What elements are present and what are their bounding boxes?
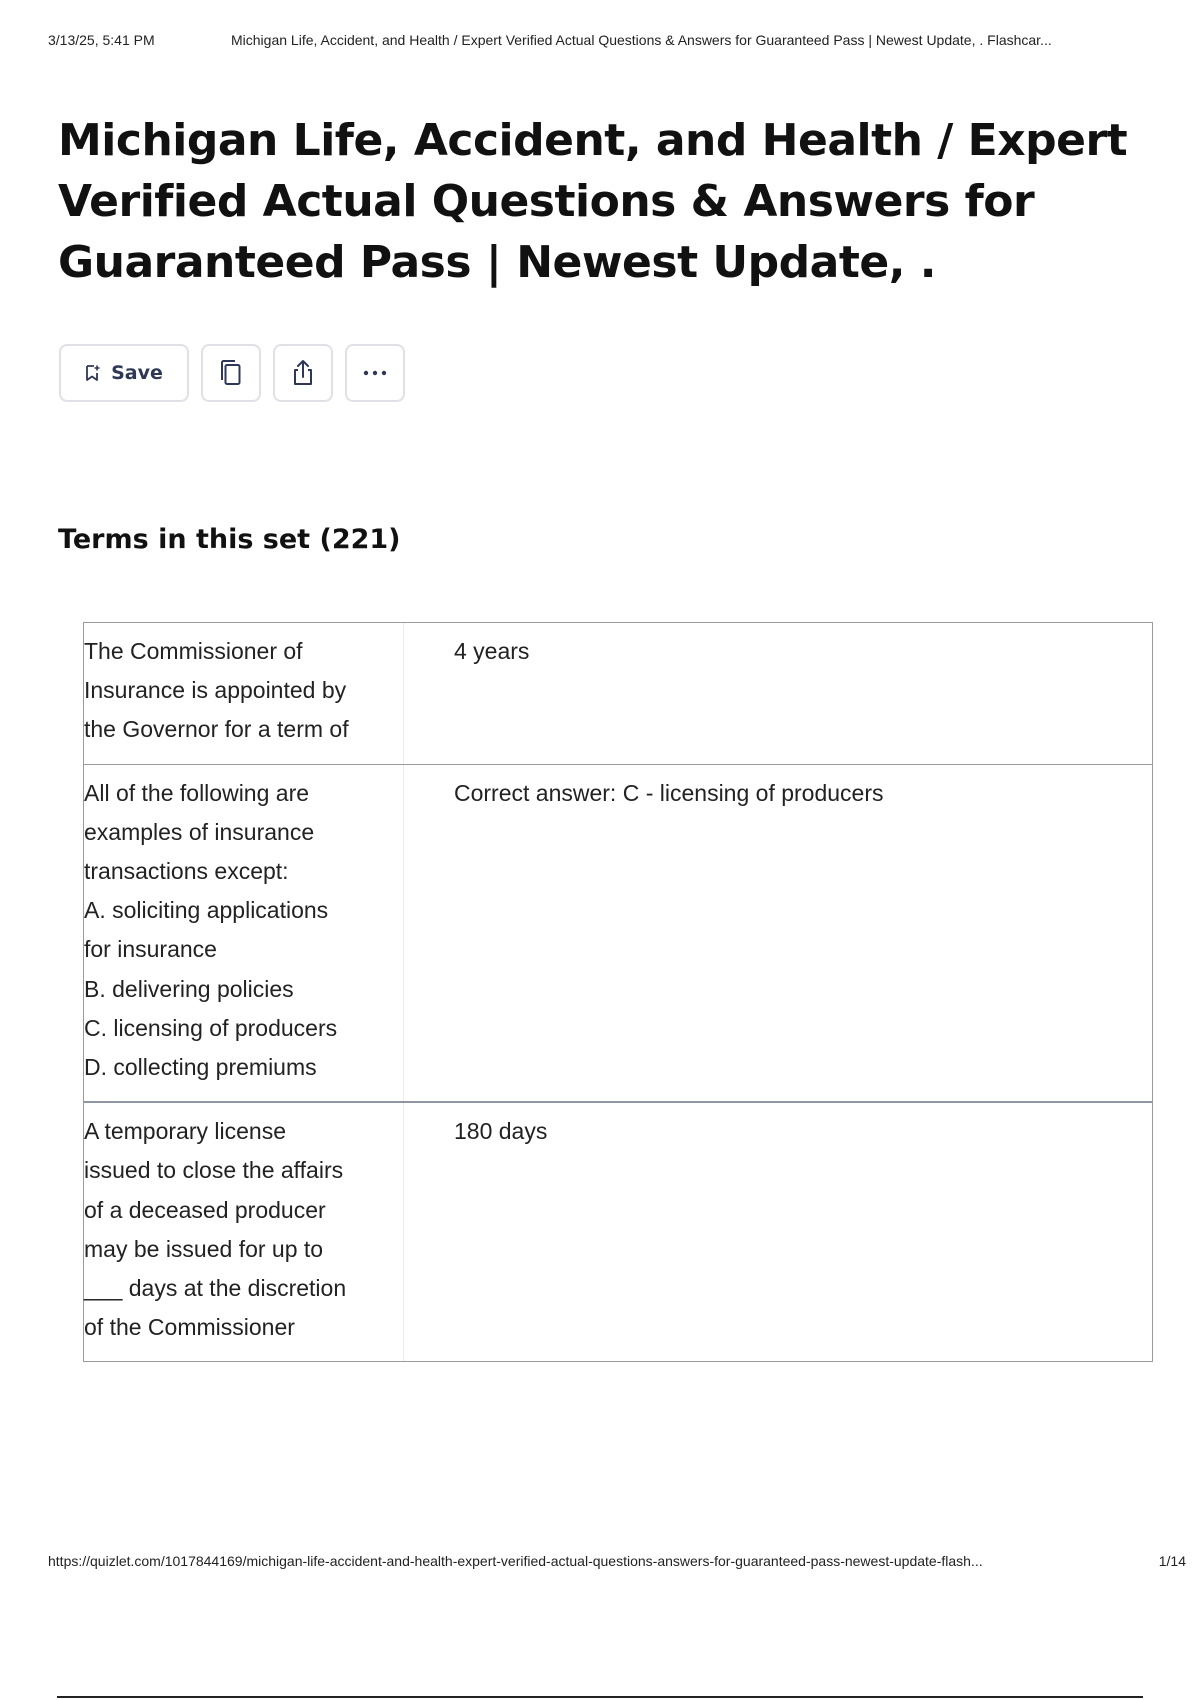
set-toolbar: [59, 344, 405, 404]
print-footer: [48, 1553, 1186, 1573]
print-date: 3/13/25, 5:41 PM: [48, 32, 155, 48]
print-page-title: Michigan Life, Accident, and Health / Expert Verified Actual Questions & Answers for Guaranteed Pass | Newest Update, . Flashcar...: [231, 32, 1052, 48]
term-row: [84, 623, 1152, 764]
more-options-button[interactable]: [345, 344, 405, 402]
terms-table: [83, 622, 1153, 1362]
term-text: The Commissioner of Insurance is appointed by the Governor for a term of: [84, 623, 404, 764]
definition-text: 4 years: [454, 638, 530, 664]
print-header: [48, 32, 1182, 52]
definition-text: Correct answer: C - licensing of producers: [454, 779, 884, 806]
page-url: https://quizlet.com/1017844169/michigan-life-accident-and-health-expert-verified-actual-questions-answers-for-guaranteed-pass-newest-update-flash...: [48, 1553, 983, 1569]
page-number: 1/14: [1158, 1553, 1186, 1569]
bookmark-add-icon: [85, 364, 101, 382]
save-button-label: Save: [111, 362, 163, 384]
term-row: [84, 764, 1152, 1102]
terms-heading: Terms in this set (221): [58, 524, 401, 555]
term-text: All of the following are examples of insurance transactions except: A. soliciting applications for insurance B. delivering policies C. licensing of producers D. collecting premiums: [84, 765, 404, 1102]
copy-icon: [217, 358, 245, 388]
more-icon: [361, 368, 389, 378]
share-button[interactable]: [273, 344, 333, 402]
share-icon: [289, 358, 317, 388]
copy-button[interactable]: [201, 344, 261, 402]
definition-text: 180 days: [454, 1118, 548, 1145]
term-text: A temporary license issued to close the affairs of a deceased producer may be issued for up to ___ days at the discretion of the Commissioner: [84, 1103, 404, 1361]
page-divider: [57, 1696, 1143, 1698]
term-row: [84, 1101, 1152, 1361]
save-button[interactable]: [59, 344, 189, 402]
page-title: Michigan Life, Accident, and Health / Expert Verified Actual Questions & Answers for Guaranteed Pass | Newest Update, .: [58, 115, 1128, 288]
